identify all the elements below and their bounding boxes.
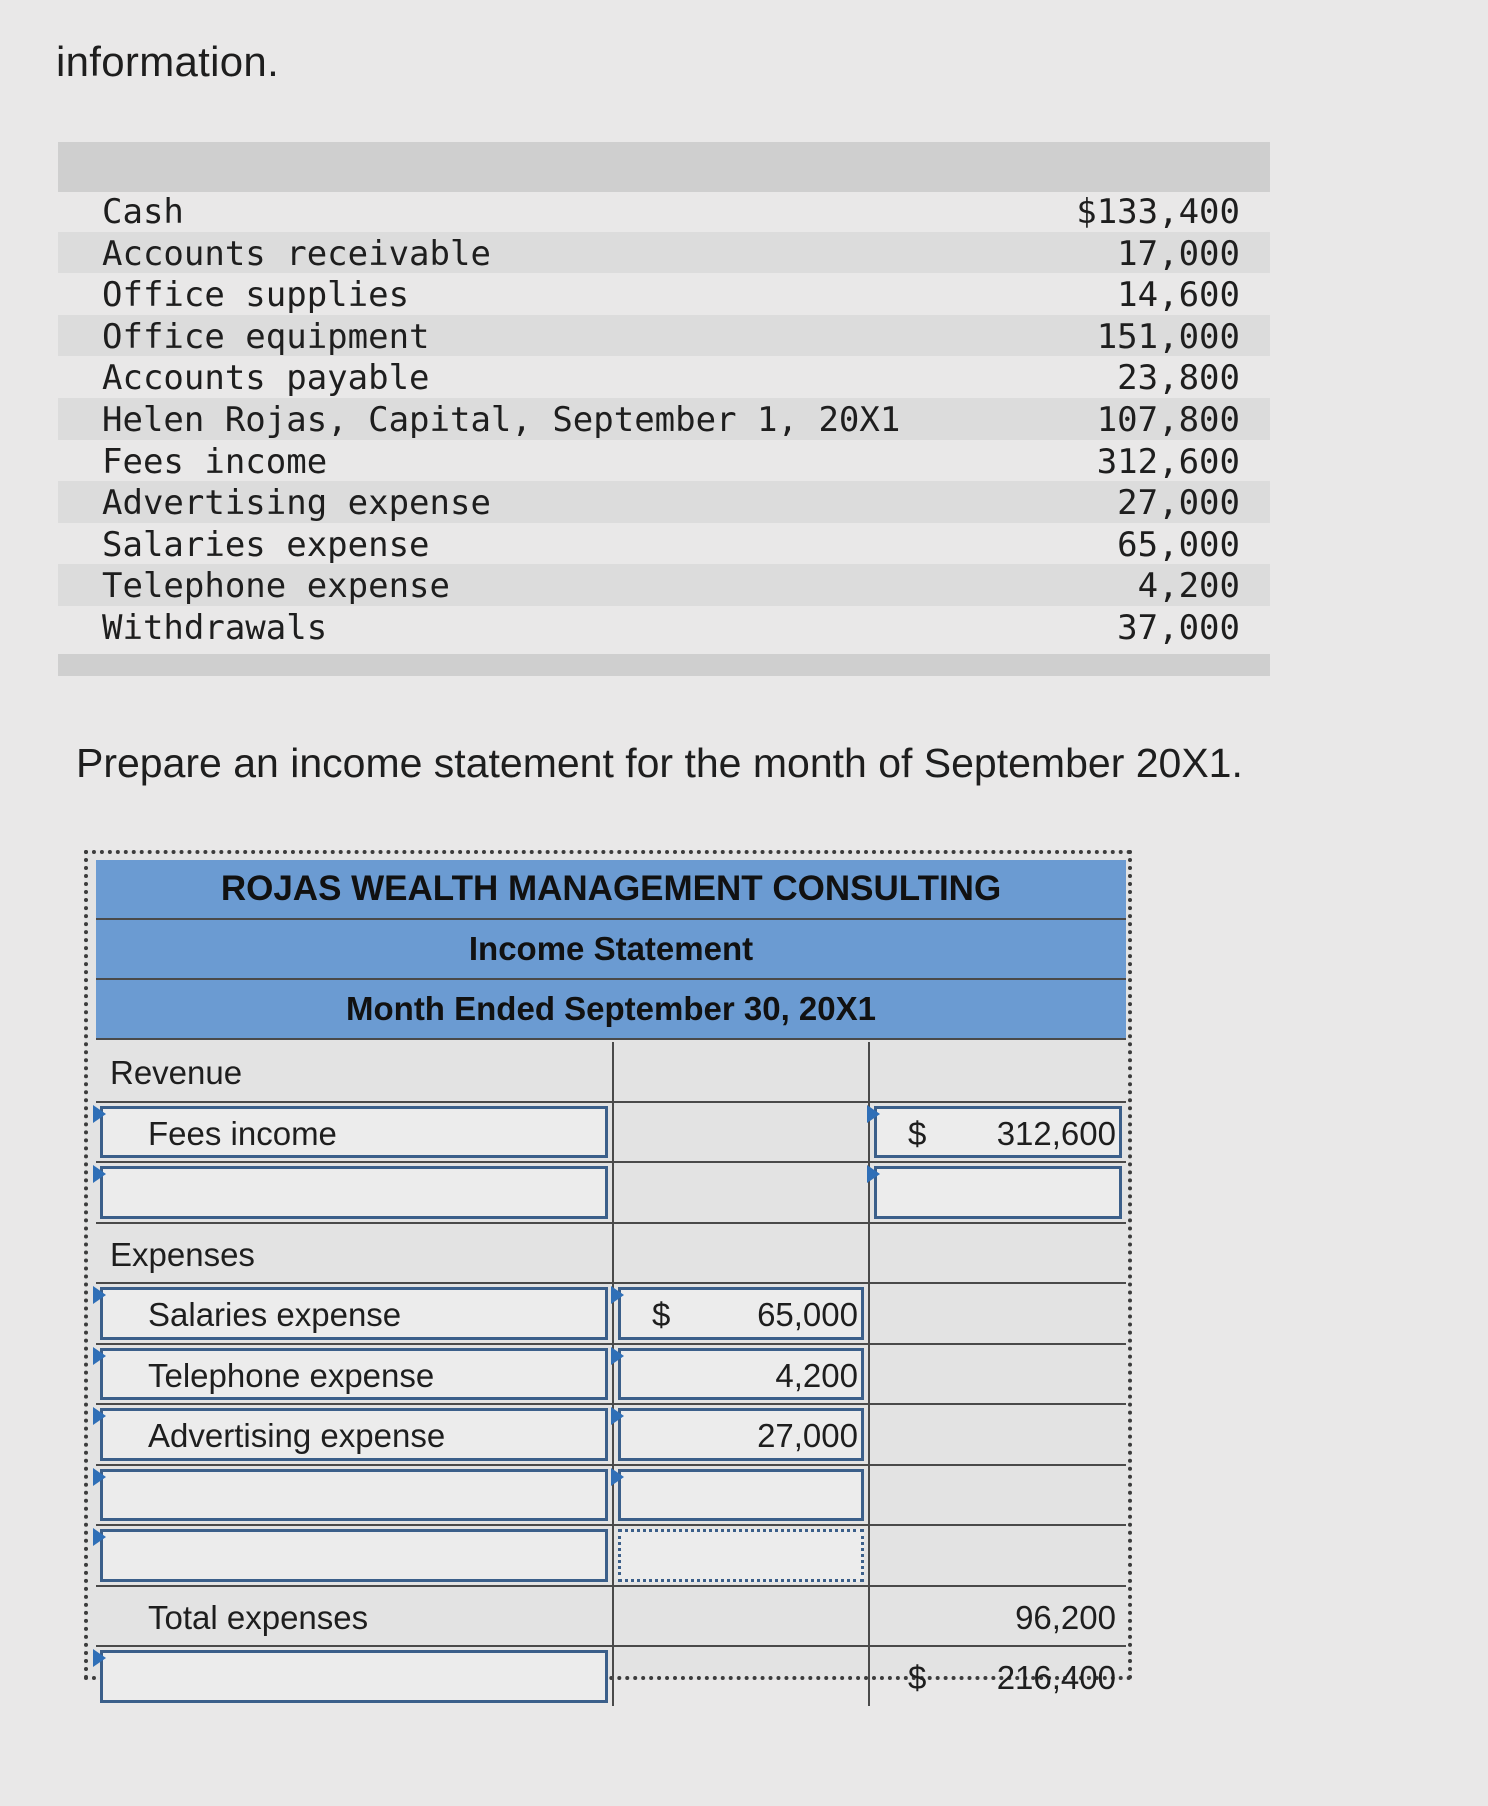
table-row [96, 1224, 1126, 1285]
account-name: Withdrawals [102, 607, 328, 648]
table-header-bar [58, 142, 1270, 192]
dropdown-flag-icon [93, 1105, 106, 1123]
account-name: Helen Rojas, Capital, September 1, 20X1 [102, 399, 901, 440]
fees-income-amount-field[interactable] [870, 1103, 1126, 1162]
intro-text: information. [56, 38, 280, 85]
table-row [96, 1405, 1126, 1466]
account-row [58, 481, 1270, 523]
account-amount: 17,000 [1117, 233, 1240, 274]
dropdown-flag-icon [93, 1407, 106, 1425]
fees-income-amount: 312,600 [996, 1114, 1116, 1152]
instruction-text: Prepare an income statement for the month of September 20X1. [76, 740, 1243, 786]
dropdown-flag-icon [611, 1286, 624, 1304]
statement-grid [96, 1042, 1126, 1706]
account-name: Accounts receivable [102, 233, 491, 274]
account-row [58, 564, 1270, 606]
dropdown-flag-icon [867, 1165, 880, 1183]
expense-amount: 4,200 [775, 1356, 858, 1394]
account-row [58, 232, 1270, 274]
net-income-amount-field[interactable] [870, 1647, 1126, 1706]
expense-label-field[interactable] [96, 1466, 614, 1525]
dropdown-flag-icon [93, 1286, 106, 1304]
dollar-sign: $ [652, 1296, 671, 1333]
expense-amount-field[interactable] [614, 1526, 870, 1585]
account-balances-table [58, 140, 1270, 688]
dropdown-flag-icon [93, 1649, 106, 1667]
total-expenses-amount: 96,200 [1015, 1598, 1116, 1636]
table-row [96, 1103, 1126, 1164]
table-footer-bar [58, 654, 1270, 676]
total-expenses-label: Total expenses [148, 1598, 369, 1636]
table-row [96, 1466, 1126, 1527]
account-row [58, 315, 1270, 357]
table-row [96, 1647, 1126, 1706]
table-row [96, 1042, 1126, 1103]
dollar-sign: $ [908, 1659, 927, 1696]
account-name: Fees income [102, 441, 328, 482]
statement-period: Month Ended September 30, 20X1 [96, 980, 1126, 1040]
account-row [58, 190, 1270, 232]
fees-income-label: Fees income [148, 1114, 337, 1152]
account-amount: 151,000 [1096, 316, 1240, 357]
expense-amount-field[interactable] [614, 1345, 870, 1404]
table-row [96, 1345, 1126, 1406]
dollar-sign: $ [908, 1114, 927, 1152]
net-income-label-field[interactable] [96, 1647, 614, 1706]
company-name: ROJAS WEALTH MANAGEMENT CONSULTING [96, 860, 1126, 920]
expense-label-field[interactable] [96, 1345, 614, 1404]
account-amount: 107,800 [1096, 399, 1240, 440]
account-amount: 37,000 [1117, 607, 1240, 648]
account-row [58, 606, 1270, 648]
account-row [58, 440, 1270, 482]
account-name: Telephone expense [102, 566, 450, 607]
expense-label: Advertising expense [148, 1417, 446, 1454]
account-amount: 65,000 [1117, 524, 1240, 565]
account-amount: 14,600 [1117, 275, 1240, 316]
expense-amount-field[interactable] [614, 1466, 870, 1525]
expenses-heading: Expenses [110, 1235, 255, 1273]
expense-label-field[interactable] [96, 1405, 614, 1464]
expense-amount-field[interactable] [614, 1405, 870, 1464]
table-row [96, 1284, 1126, 1345]
dropdown-flag-icon [867, 1105, 880, 1123]
account-name: Office supplies [102, 275, 410, 316]
fees-income-label-field[interactable] [96, 1103, 614, 1162]
expense-amount-field[interactable] [614, 1284, 870, 1343]
expense-amount: 27,000 [757, 1417, 858, 1454]
dropdown-flag-icon [611, 1347, 624, 1365]
account-amount: 27,000 [1117, 483, 1240, 524]
income-statement-worksheet [84, 850, 1132, 1696]
revenue-amount-field-2[interactable] [870, 1163, 1126, 1222]
table-row [96, 1526, 1126, 1587]
table-row [96, 1163, 1126, 1224]
dropdown-flag-icon [93, 1468, 106, 1486]
account-name: Office equipment [102, 316, 430, 357]
dropdown-flag-icon [611, 1407, 624, 1425]
revenue-label-field-2[interactable] [96, 1163, 614, 1222]
account-row [58, 356, 1270, 398]
account-amount: 23,800 [1117, 358, 1240, 399]
account-row [58, 523, 1270, 565]
expense-label-field[interactable] [96, 1526, 614, 1585]
account-row [58, 273, 1270, 315]
table-row [96, 1587, 1126, 1648]
expense-label: Salaries expense [148, 1296, 402, 1333]
account-amount: $133,400 [1076, 192, 1240, 232]
account-name: Advertising expense [102, 483, 491, 524]
account-amount: 312,600 [1096, 441, 1240, 482]
account-row [58, 398, 1270, 440]
dropdown-flag-icon [93, 1528, 106, 1546]
expense-amount: 65,000 [757, 1296, 858, 1333]
expense-label-field[interactable] [96, 1284, 614, 1343]
dropdown-flag-icon [93, 1165, 106, 1183]
account-amount: 4,200 [1137, 566, 1240, 607]
total-expenses-field[interactable] [870, 1587, 1126, 1646]
dropdown-flag-icon [93, 1347, 106, 1365]
account-name: Accounts payable [102, 358, 430, 399]
dropdown-flag-icon [611, 1468, 624, 1486]
revenue-heading: Revenue [110, 1054, 243, 1091]
expense-label: Telephone expense [148, 1356, 435, 1394]
account-name: Cash [102, 192, 184, 232]
statement-title: Income Statement [96, 920, 1126, 980]
net-income-amount: 216,400 [996, 1659, 1116, 1696]
account-name: Salaries expense [102, 524, 430, 565]
